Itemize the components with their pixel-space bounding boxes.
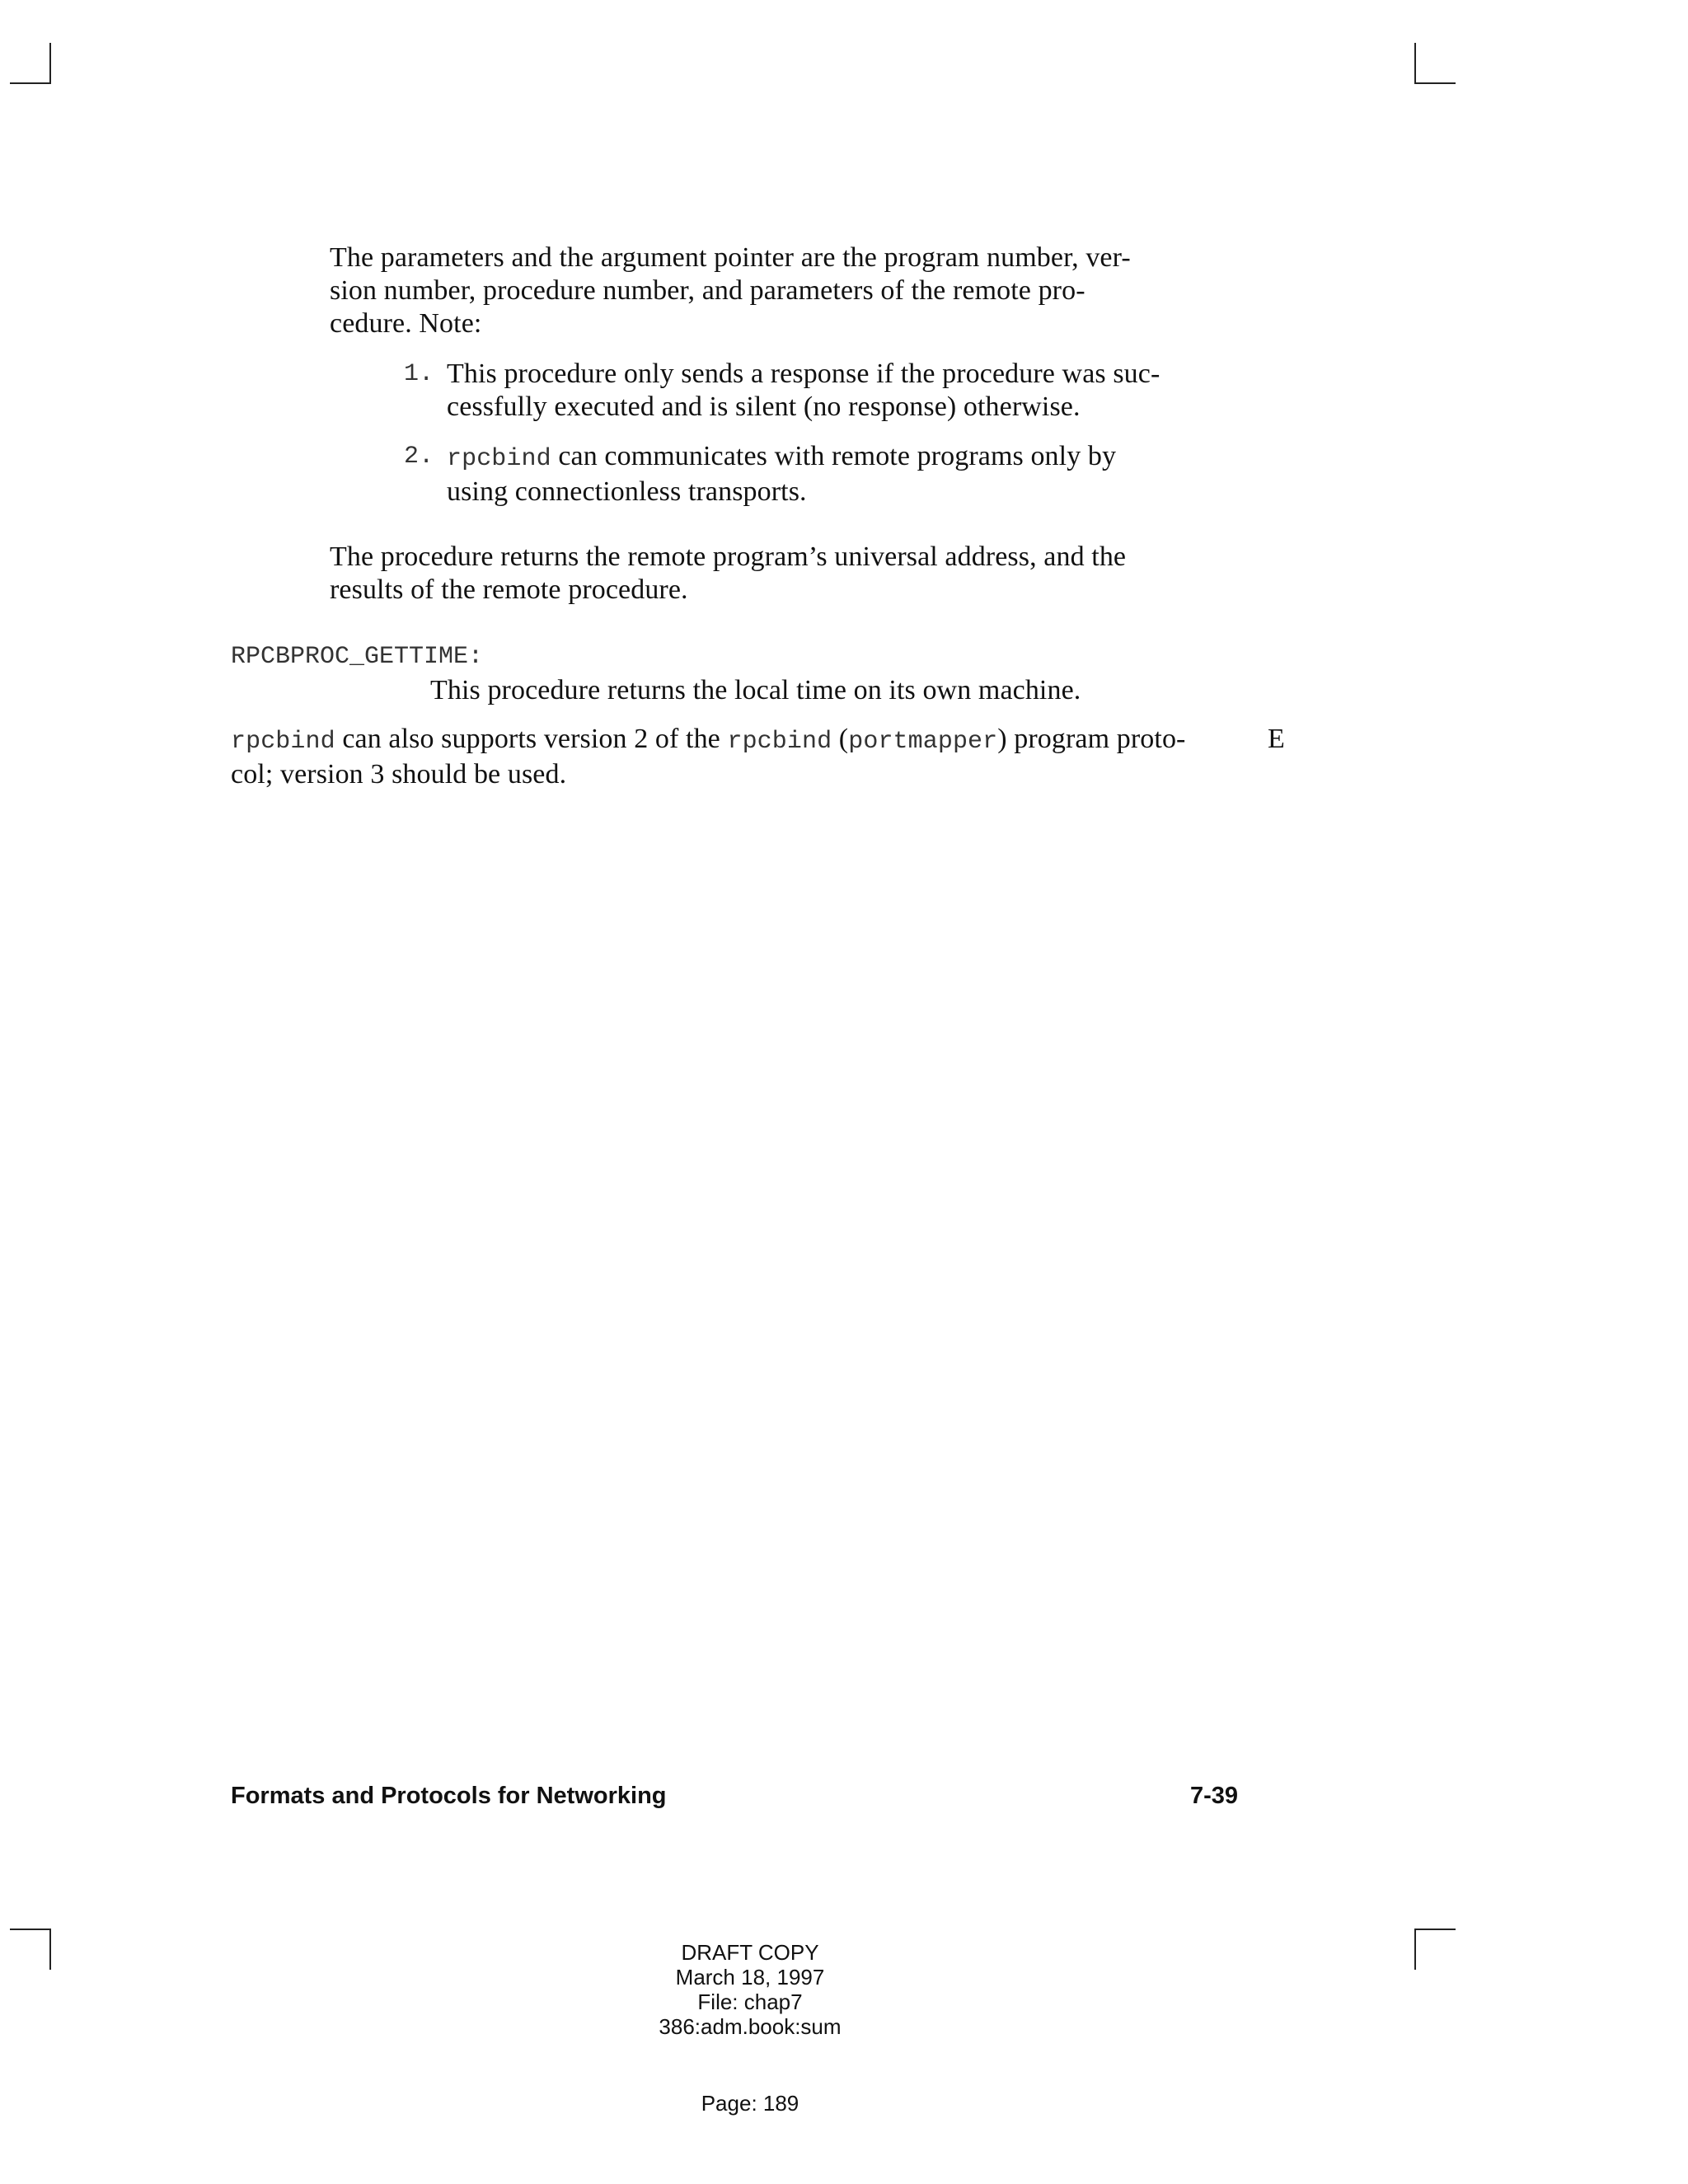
note-line: cessfully executed and is silent (no response) otherwise. [447, 391, 1081, 422]
note-item-2 [404, 440, 1236, 509]
crop-mark-bottom-left [10, 1929, 51, 1970]
margin-mark: E [1268, 724, 1285, 754]
crop-mark-top-right [1414, 43, 1456, 84]
draft-label: DRAFT COPY [681, 1940, 819, 1965]
intro-line: The parameters and the argument pointer are the program number, ver- [330, 242, 1131, 273]
intro-line: cedure. Note: [330, 308, 482, 339]
version-line [231, 723, 1245, 758]
intro-line: sion number, procedure number, and parameters of the remote pro- [330, 275, 1085, 306]
note-text: can communicates with remote programs only by [551, 441, 1117, 471]
draft-date: March 18, 1997 [675, 1965, 825, 1990]
returns-line: results of the remote procedure. [330, 574, 688, 605]
note-line: This procedure only sends a response if the procedure was suc- [447, 359, 1160, 389]
command-name: rpcbind [231, 728, 335, 756]
command-name: rpcbind [727, 728, 832, 756]
version-text: can also supports version 2 of the [335, 724, 728, 754]
footer-title: Formats and Protocols for Networking [231, 1783, 667, 1809]
note-line [447, 440, 1236, 476]
version-text: ( [832, 724, 849, 754]
intro-paragraph [330, 241, 1236, 340]
returns-line: The procedure returns the remote program’s universal address, and the [330, 541, 1127, 572]
draft-book: 386:adm.book:sum [659, 2014, 842, 2039]
crop-mark-top-left [10, 43, 51, 84]
note-line: using connectionless transports. [447, 476, 807, 507]
procedure-name: RPCBPROC_GETTIME: [231, 643, 484, 671]
note-item-1 [404, 358, 1236, 424]
version-text: ) program proto- [997, 724, 1186, 754]
version-paragraph [231, 723, 1245, 791]
note-number: 1. [404, 360, 434, 388]
footer-page-ref: 7-39 [1190, 1783, 1239, 1809]
command-name: rpcbind [447, 445, 551, 473]
draft-file: File: chap7 [697, 1990, 803, 2014]
draft-block [577, 1940, 923, 2039]
command-name: portmapper [848, 728, 998, 756]
procedure-description: This procedure returns the local time on its own machine. [430, 675, 1081, 705]
returns-paragraph [330, 541, 1236, 607]
page-number: Page: 189 [701, 2091, 799, 2116]
note-number: 2. [404, 443, 434, 471]
crop-mark-bottom-right [1414, 1929, 1456, 1970]
version-line: col; version 3 should be used. [231, 759, 567, 790]
